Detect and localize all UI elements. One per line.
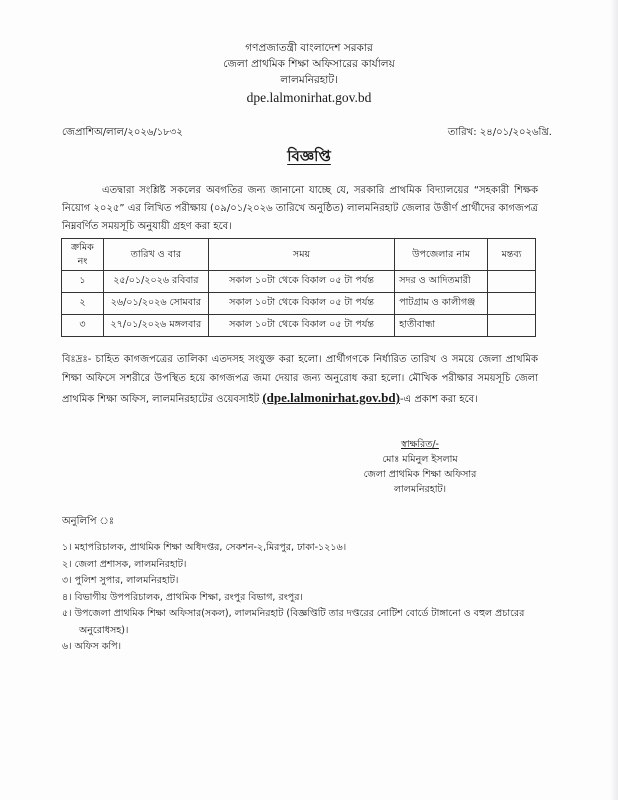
notice-title <box>0 145 618 170</box>
cell-time: সকাল ১০টা থেকে বিকাল ০৫ টা পর্যন্ত <box>208 315 394 337</box>
copy-item: ৩। পুলিশ সুপার, লালমনিরহাট। <box>62 575 179 586</box>
intro-paragraph: এতদ্বারা সংশ্লিষ্ট সকলের অবগতির জন্য জানানো যাচ্ছে যে, সরকারি প্রাথমিক বিদ্যালয়ের “সহকারী শিক্ষক নিয়োগ ২০২৫” এর লিখিত পরীক্ষায় (০৯/০১/২০২৬ তারিখে অনুষ্ঠিত) লালমনিরহাট জেলার উত্তীর্ণ প্রার্থীদের কাগজপত্র নিম্নবর্ণিত সময়সূচি অনুযায়ী গ্রহণ করা হবে। <box>62 185 538 232</box>
copy-item: ৬। অফিস কপি। <box>62 641 121 652</box>
header-date-day: তারিখ ও বার <box>103 239 208 271</box>
note-text-end: -এ প্রকাশ করা হবে। <box>399 394 478 405</box>
header-remarks: মন্তব্য <box>488 239 536 271</box>
office-name: জেলা প্রাথমিক শিক্ষা অফিসারের কার্যালয় <box>223 58 395 70</box>
cell-date: ২৫/০১/২০২৬ রবিবার <box>103 271 208 293</box>
cell-time: সকাল ১০টা থেকে বিকাল ০৫ টা পর্যন্ত <box>208 271 394 293</box>
signature-block <box>330 437 510 497</box>
header-time: সময় <box>208 239 394 271</box>
office-header <box>0 40 618 107</box>
table-row <box>62 293 536 315</box>
signed-mark: স্বাক্ষরিত/- <box>401 439 439 450</box>
cell-upazila: হাতীবান্ধা <box>395 315 488 337</box>
cell-remarks <box>488 293 536 315</box>
office-location: লালমনিরহাট। <box>280 74 338 86</box>
header-serial: ক্রমিক নং <box>62 239 104 271</box>
govt-name: গণপ্রজাতন্ত্রী বাংলাদেশ সরকার <box>245 42 373 54</box>
copy-list <box>62 540 538 656</box>
scan-edge <box>610 0 618 800</box>
cell-serial: ২ <box>62 293 104 315</box>
memo-date: তারিখ: ২৪/০১/২০২৬খ্রি. <box>447 127 552 138</box>
table-row <box>62 271 536 293</box>
cell-upazila: সদর ও আদিতমারী <box>395 271 488 293</box>
header-upazila: উপজেলার নাম <box>395 239 488 271</box>
note-text: বিঃদ্রঃ- চাহিত কাগজপত্রের তালিকা এতদসহ সংযুক্ত করা হলো। প্রার্থীগণকে নির্ধারিত তারিখ ও সময়ে জেলা প্রাথমিক শিক্ষা অফিসে সশরীরে উপস্থিত হয়ে কাগজপত্র জমা দেয়ার জন্য অনুরোধ করা হলো। মৌখিক পরীক্ষার সময়সূচি জেলা প্রাথমিক শিক্ষা অফিস, লালমনিরহাটের ওয়েবসাইট <box>62 354 538 405</box>
cell-time: সকাল ১০টা থেকে বিকাল ০৫ টা পর্যন্ত <box>208 293 394 315</box>
table-row <box>62 315 536 337</box>
copy-item: ১। মহাপরিচালক, প্রাথমিক শিক্ষা অধিদপ্তর, সেকশন-২,মিরপুর, ঢাকা-১২১৬। <box>62 542 347 553</box>
notice-title-text: বিজ্ঞপ্তি <box>287 147 331 165</box>
schedule-table <box>61 238 536 337</box>
table-header-row <box>62 239 536 271</box>
copy-item: ৫। উপজেলা প্রাথমিক শিক্ষা অফিসার(সকল), লালমনিরহাট (বিজ্ঞপ্তিটি তার দপ্তরের নোটিশ বোর্ডে টাঙ্গানো ও বহুল প্রচারের অনুরোধসহ)। <box>62 608 525 636</box>
cell-serial: ১ <box>62 271 104 293</box>
copy-item: ২। জেলা প্রশাসক, লালমনিরহাট। <box>62 558 187 570</box>
signatory-name: মোঃ মমিনুল ইসলাম <box>382 454 458 465</box>
memo-number: জেপ্রাশিঅ/লাল/২০২৬/১৮৩২ <box>62 127 183 138</box>
copy-heading: অনুলিপি ঃ <box>62 516 115 527</box>
cell-serial: ৩ <box>62 315 104 337</box>
signatory-designation: জেলা প্রাথমিক শিক্ষা অফিসার <box>363 469 477 480</box>
note-website-link[interactable]: (dpe.lalmonirhat.gov.bd) <box>262 390 400 405</box>
cell-upazila: পাটগ্রাম ও কালীগঞ্জ <box>395 293 488 315</box>
cell-remarks <box>488 271 536 293</box>
cell-date: ২৬/০১/২০২৬ সোমবার <box>103 293 208 315</box>
note-paragraph <box>62 350 538 409</box>
cell-remarks <box>488 315 536 337</box>
copy-item: ৪। বিভাগীয় উপপরিচালক, প্রাথমিক শিক্ষা, রংপুর বিভাগ, রংপুর। <box>62 591 303 603</box>
cell-date: ২৭/০১/২০২৬ মঙ্গলবার <box>103 315 208 337</box>
office-website: dpe.lalmonirhat.gov.bd <box>246 90 372 105</box>
signatory-location: লালমনিরহাট। <box>393 484 447 495</box>
